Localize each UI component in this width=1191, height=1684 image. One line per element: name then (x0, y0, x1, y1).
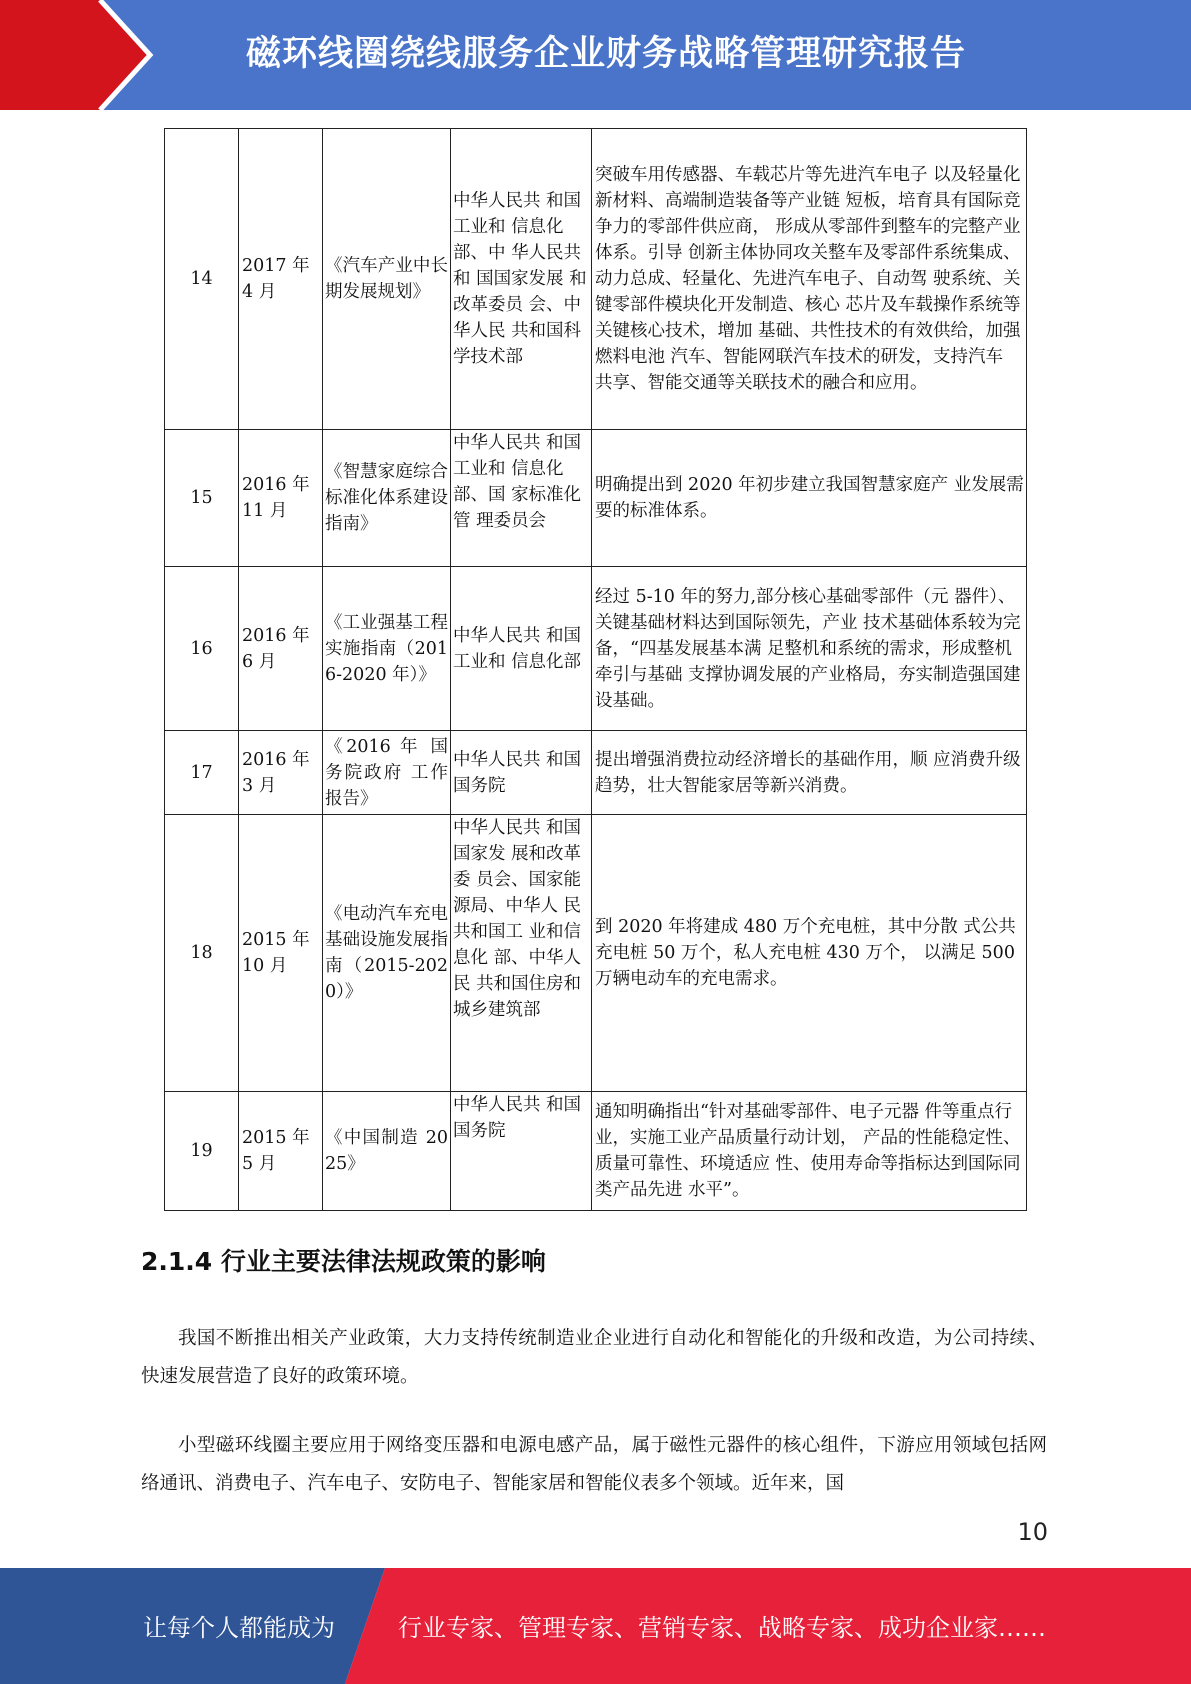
policy-name: 《电动汽车充电基础设施发展指南（2015-2020）》 (323, 815, 451, 1092)
issuing-department: 中华人民共 和国国家发 展和改革委 员会、国家能 源局、中华人 民共和国工 业和信息化 部、中华人民 共和国住房和城乡建筑部 (451, 815, 592, 1092)
table-row (165, 731, 1027, 815)
policy-table (164, 128, 1027, 1211)
row-number: 17 (165, 731, 239, 815)
policy-name: 《中国制造 2025》 (323, 1092, 451, 1211)
policy-date: 2017 年 4 月 (239, 129, 323, 430)
footer-slogan-left: 让每个人都能成为 (143, 1614, 335, 1642)
page-header (0, 0, 1191, 110)
issuing-department: 中华人民共 和国国务院 (451, 731, 592, 815)
section-heading: 2.1.4 行业主要法律法规政策的影响 (141, 1247, 546, 1276)
body-paragraph: 小型磁环线圈主要应用于网络变压器和电源电感产品，属于磁性元器件的核心组件，下游应用领域包括网络通讯、消费电子、汽车电子、安防电子、智能家居和智能仪表多个领域。近年来，国 (141, 1435, 1047, 1494)
report-title: 磁环线圈绕线服务企业财务战略管理研究报告 (246, 34, 967, 74)
row-number: 16 (165, 567, 239, 731)
issuing-department: 中华人民共 和国工业和 信息化部 (451, 567, 592, 731)
policy-name: 《汽车产业中长期发展规划》 (323, 129, 451, 430)
policy-description: 明确提出到 2020 年初步建立我国智慧家庭产 业发展需要的标准体系。 (592, 430, 1027, 567)
row-number: 14 (165, 129, 239, 430)
policy-date: 2016 年 3 月 (239, 731, 323, 815)
policy-name: 《智慧家庭综合标准化体系建设指南》 (323, 430, 451, 567)
page-footer (0, 1568, 1191, 1684)
table-row (165, 567, 1027, 731)
policy-name: 《2016 年 国务院政府 工作报告》 (323, 731, 451, 815)
page-number: 10 (1017, 1518, 1048, 1546)
issuing-department: 中华人民共 和国工业和 信息化部、国 家标准化管 理委员会 (451, 430, 592, 567)
issuing-department: 中华人民共 和国工业和 信息化部、中 华人民共和 国国家发展 和改革委员 会、中华人民 共和国科学技术部 (451, 129, 592, 430)
red-chevron-decoration (0, 0, 160, 110)
row-number: 19 (165, 1092, 239, 1211)
footer-slogan-right: 行业专家、管理专家、营销专家、战略专家、成功企业家…… (398, 1614, 1046, 1642)
policy-date: 2016 年 11 月 (239, 430, 323, 567)
row-number: 15 (165, 430, 239, 567)
policy-description: 经过 5-10 年的努力,部分核心基础零部件（元 器件）、关键基础材料达到国际领先，产业 技术基础体系较为完备，“四基发展基本满 足整机和系统的需求，形成整机牵引与基础 支撑协调发展的产业格局，夯实制造强国建 设基础。 (592, 567, 1027, 731)
table-row (165, 430, 1027, 567)
body-paragraph: 我国不断推出相关产业政策，大力支持传统制造业企业进行自动化和智能化的升级和改造，为公司持续、快速发展营造了良好的政策环境。 (141, 1328, 1047, 1387)
issuing-department: 中华人民共 和国国务院 (451, 1092, 592, 1211)
table-row (165, 129, 1027, 430)
policy-description: 提出增强消费拉动经济增长的基础作用，顺 应消费升级趋势，壮大智能家居等新兴消费。 (592, 731, 1027, 815)
policy-name: 《工业强基工程实施指南（2016-2020 年）》 (323, 567, 451, 731)
table-row (165, 815, 1027, 1092)
policy-date: 2015 年 10 月 (239, 815, 323, 1092)
policy-description: 到 2020 年将建成 480 万个充电桩，其中分散 式公共充电桩 50 万个，私人充电桩 430 万个， 以满足 500 万辆电动车的充电需求。 (592, 815, 1027, 1092)
policy-date: 2016 年 6 月 (239, 567, 323, 731)
policy-description: 通知明确指出“针对基础零部件、电子元器 件等重点行业，实施工业产品质量行动计划， 产品的性能稳定性、质量可靠性、环境适应 性、使用寿命等指标达到国际同类产品先进 水平”。 (592, 1092, 1027, 1211)
table-row (165, 1092, 1027, 1211)
policy-description: 突破车用传感器、车载芯片等先进汽车电子 以及轻量化新材料、高端制造装备等产业链 短板，培育具有国际竞争力的零部件供应商， 形成从零部件到整车的完整产业体系。引导 创新主体协同攻关整车及零部件系统集成、 动力总成、轻量化、先进汽车电子、自动驾 驶系统、关键零部件模块化开发制造、核心 芯片及车载操作系统等关键核心技术，增加 基础、共性技术的有效供给，加强燃料电池 汽车、智能网联汽车技术的研发，支持汽车 共享、智能交通等关联技术的融合和应用。 (592, 129, 1027, 430)
policy-date: 2015 年 5 月 (239, 1092, 323, 1211)
row-number: 18 (165, 815, 239, 1092)
